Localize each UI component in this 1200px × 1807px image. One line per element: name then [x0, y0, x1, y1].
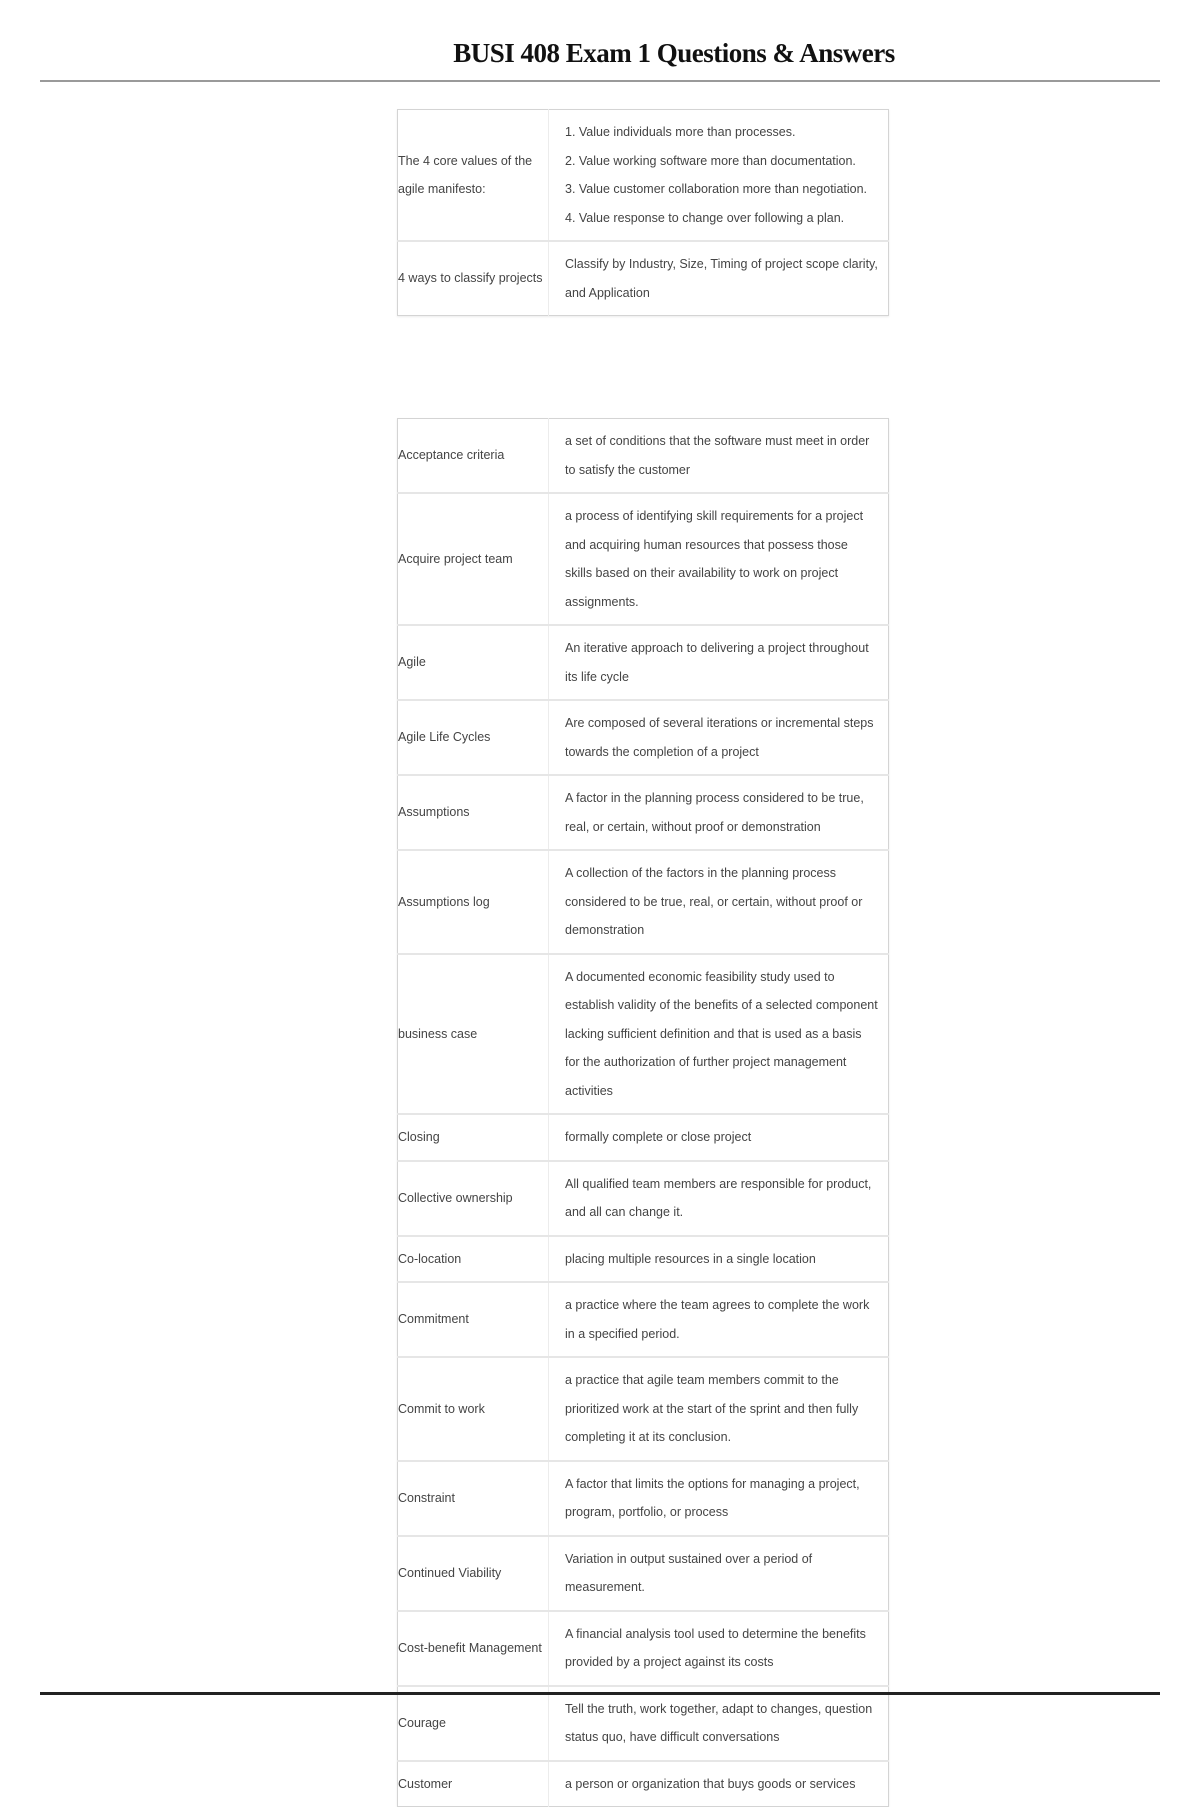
term-cell: Courage	[398, 1686, 549, 1761]
table-row	[398, 954, 889, 1115]
term-cell: Assumptions log	[398, 850, 549, 954]
definition-cell: formally complete or close project	[549, 1114, 889, 1161]
term-cell: The 4 core values of the agile manifesto:	[398, 110, 549, 242]
table-row	[398, 1282, 889, 1357]
definition-cell: Are composed of several iterations or incremental steps towards the completion of a project	[549, 700, 889, 775]
definition-cell: a person or organization that buys goods or services	[549, 1761, 889, 1807]
term-cell: Closing	[398, 1114, 549, 1161]
term-cell: Agile Life Cycles	[398, 700, 549, 775]
definition-cell: All qualified team members are responsible for product, and all can change it.	[549, 1161, 889, 1236]
table-row	[398, 1686, 889, 1761]
table-row	[398, 1357, 889, 1461]
term-cell: Continued Viability	[398, 1536, 549, 1611]
term-cell: Customer	[398, 1761, 549, 1807]
term-cell: Cost-benefit Management	[398, 1611, 549, 1686]
definition-cell: a process of identifying skill requirements for a project and acquiring human resources that possess those skills based on their availability to work on project assignments.	[549, 493, 889, 625]
term-cell: Agile	[398, 625, 549, 700]
definition-line: 4. Value response to change over following a plan.	[565, 210, 845, 225]
table-row	[398, 1161, 889, 1236]
term-cell: Collective ownership	[398, 1161, 549, 1236]
table-row	[398, 1536, 889, 1611]
definition-cell: A collection of the factors in the planning process considered to be true, real, or certain, without proof or demonstration	[549, 850, 889, 954]
definition-cell: a practice where the team agrees to complete the work in a specified period.	[549, 1282, 889, 1357]
table-row	[398, 241, 889, 316]
table-row	[398, 1611, 889, 1686]
table-row	[398, 419, 889, 494]
term-cell: Assumptions	[398, 775, 549, 850]
table-row	[398, 1461, 889, 1536]
table-row	[398, 775, 889, 850]
term-cell: Acquire project team	[398, 493, 549, 625]
definition-cell: a set of conditions that the software must meet in order to satisfy the customer	[565, 434, 870, 477]
term-cell: Co-location	[398, 1236, 549, 1283]
term-cell: 4 ways to classify projects	[398, 241, 549, 316]
footer-rule	[40, 1692, 1160, 1695]
definition-cell: Tell the truth, work together, adapt to changes, question status quo, have difficult conversations	[549, 1686, 889, 1761]
definition-cell: placing multiple resources in a single location	[549, 1236, 889, 1283]
definition-cell: A financial analysis tool used to determine the benefits provided by a project against its costs	[549, 1611, 889, 1686]
table-row	[398, 700, 889, 775]
flashcard-table-1	[397, 109, 889, 316]
table-row	[398, 850, 889, 954]
definition-cell	[549, 110, 889, 242]
flashcard-table-2	[397, 418, 889, 1807]
term-cell: Acceptance criteria	[398, 419, 549, 494]
term-cell: business case	[398, 954, 549, 1115]
definition-cell: a practice that agile team members commit to the prioritized work at the start of the sprint and then fully completing it at its conclusion.	[549, 1357, 889, 1461]
definition-cell: A factor that limits the options for managing a project, program, portfolio, or process	[549, 1461, 889, 1536]
table-row	[398, 1114, 889, 1161]
table-row	[398, 625, 889, 700]
definition-line: 2. Value working software more than documentation.	[565, 153, 856, 168]
term-cell: Constraint	[398, 1461, 549, 1536]
table-row	[398, 1236, 889, 1283]
page-title: BUSI 408 Exam 1 Questions & Answers	[453, 38, 895, 68]
definition-cell: A documented economic feasibility study used to establish validity of the benefits of a selected component lacking sufficient definition and that is used as a basis for the authorization of further project management activities	[549, 954, 889, 1115]
definition-line: 1. Value individuals more than processes.	[565, 125, 796, 139]
definition-line: 3. Value customer collaboration more than negotiation.	[565, 182, 868, 196]
definition-cell: Variation in output sustained over a period of measurement.	[549, 1536, 889, 1611]
table-row	[398, 110, 889, 242]
header-rule	[40, 80, 1160, 82]
table-row	[398, 493, 889, 625]
definition-cell: A factor in the planning process considered to be true, real, or certain, without proof or demonstration	[549, 775, 889, 850]
definition-cell: An iterative approach to delivering a project throughout its life cycle	[549, 625, 889, 700]
term-cell: Commitment	[398, 1282, 549, 1357]
term-cell: Commit to work	[398, 1357, 549, 1461]
definition-cell: Classify by Industry, Size, Timing of project scope clarity, and Application	[549, 241, 889, 316]
table-row	[398, 1761, 889, 1807]
